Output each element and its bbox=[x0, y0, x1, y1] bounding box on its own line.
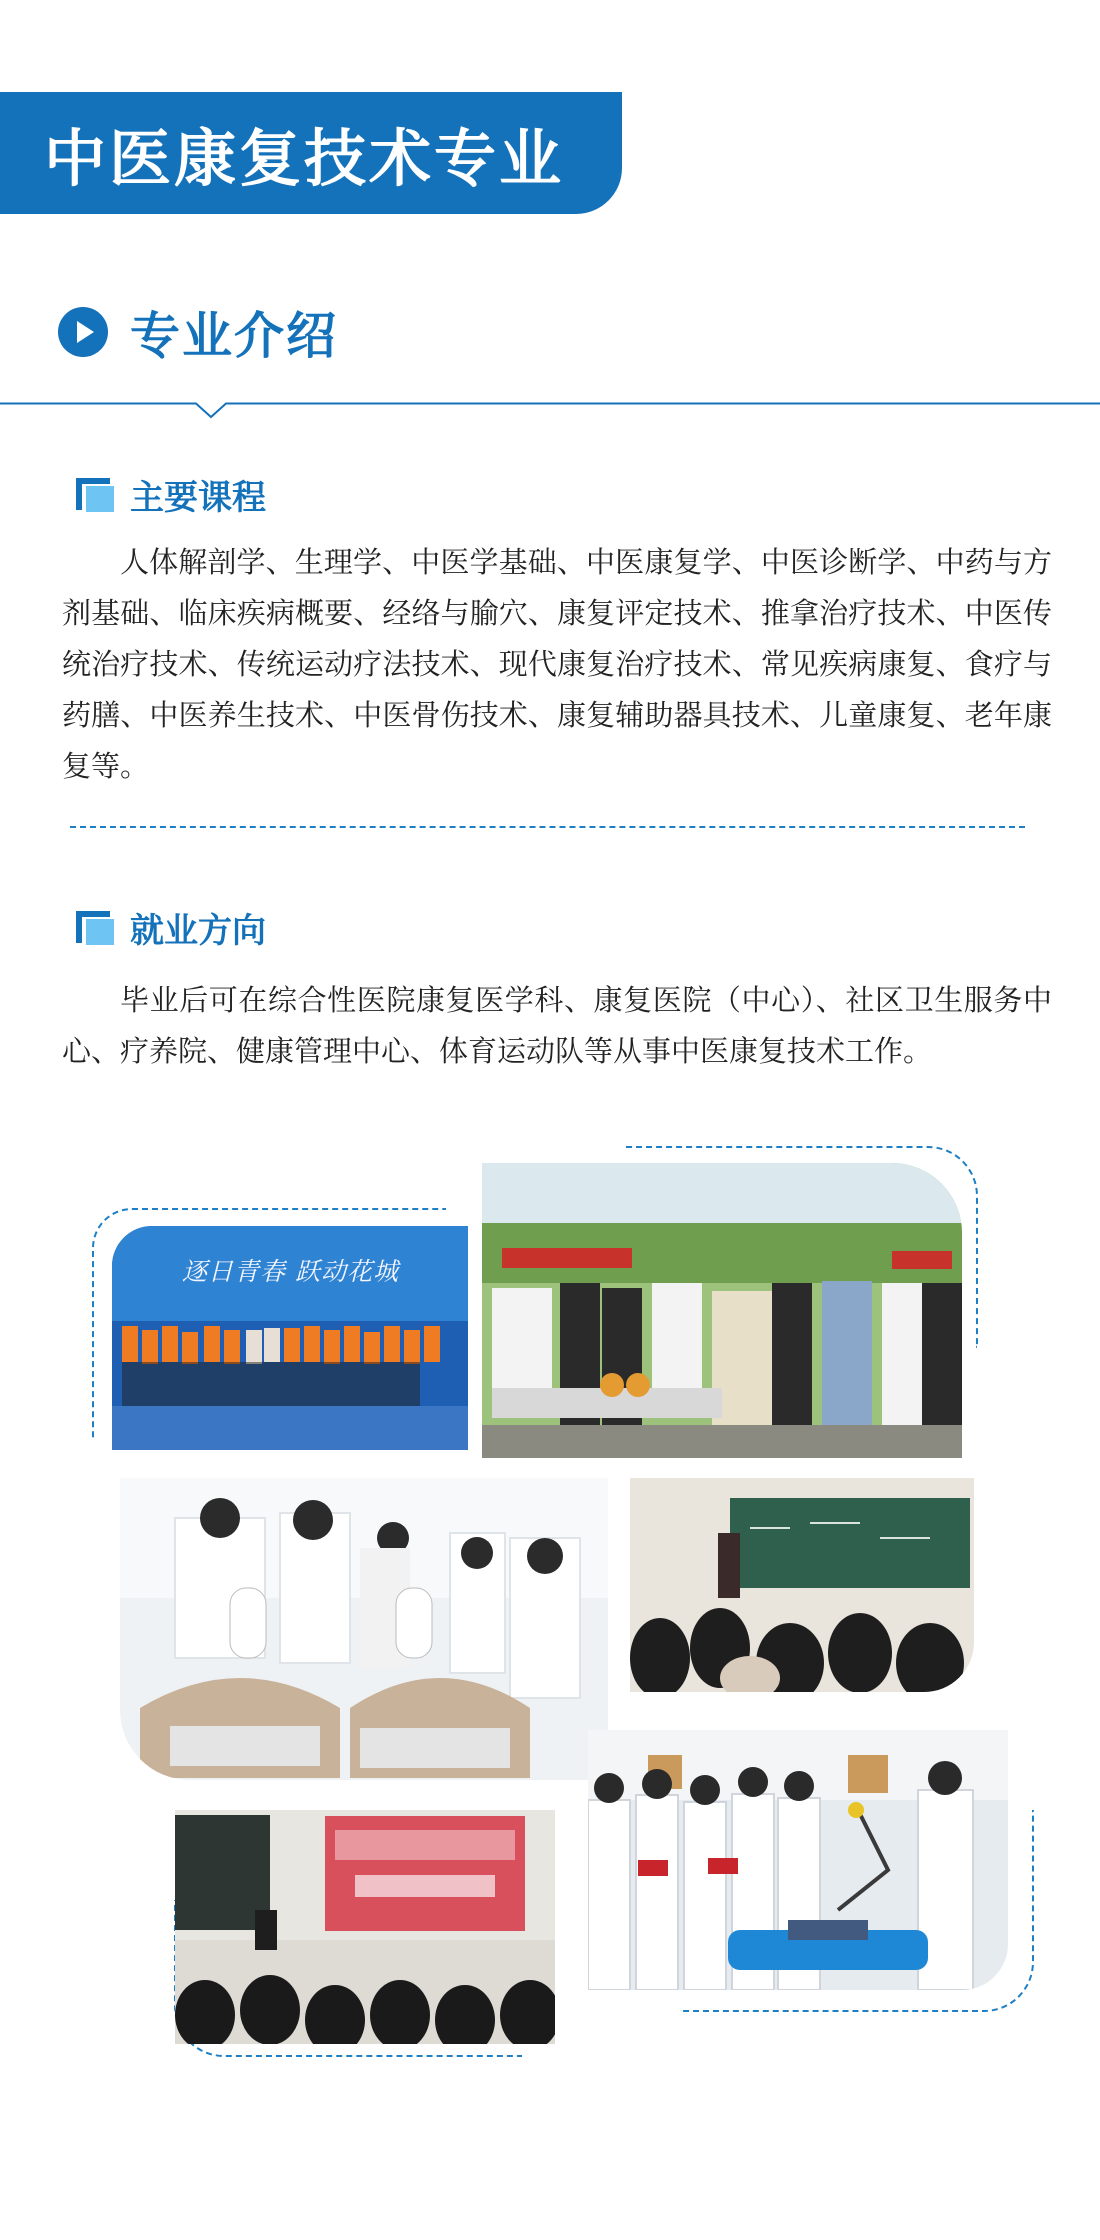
photo-slogan: 逐日青春 跃动花城 bbox=[182, 1257, 399, 1286]
photo-lecture-room bbox=[630, 1478, 974, 1692]
page-title: 中医康复技术专业 bbox=[44, 121, 565, 195]
employment-title: 就业方向 bbox=[130, 911, 266, 951]
photo-sports-event bbox=[112, 1226, 468, 1450]
section-divider bbox=[0, 402, 1100, 420]
section-header bbox=[58, 296, 338, 368]
employment-text: 毕业后可在综合性医院康复医学科、康复医院（中心）、社区卫生服务中心、疗养院、健康管理中心、体育运动队等从事中医康复技术工作。 bbox=[62, 983, 1052, 1068]
courses-title: 主要课程 bbox=[130, 478, 266, 518]
employment-header bbox=[76, 903, 266, 952]
square-bracket-icon bbox=[76, 911, 114, 945]
title-banner bbox=[0, 92, 622, 214]
photo-presentation-hall bbox=[175, 1810, 555, 2044]
photo-practice-lab bbox=[588, 1730, 1008, 1990]
section-title: 专业介绍 bbox=[130, 307, 338, 365]
dashed-divider bbox=[70, 826, 1025, 828]
courses-text: 人体解剖学、生理学、中医学基础、中医康复学、中医诊断学、中药与方剂基础、临床疾病概要、经络与腧穴、康复评定技术、推拿治疗技术、中医传统治疗技术、传统运动疗法技术、现代康复治疗技术、常见疾病康复、食疗与药膳、中医养生技术、中医骨伤技术、康复辅助器具技术、儿童康复、老年康复等。 bbox=[62, 545, 1052, 783]
photo-anatomy-class bbox=[120, 1478, 608, 1780]
play-circle-icon bbox=[58, 307, 108, 357]
photo-outdoor-demo bbox=[482, 1163, 962, 1458]
courses-header bbox=[76, 470, 266, 519]
square-bracket-icon bbox=[76, 478, 114, 512]
